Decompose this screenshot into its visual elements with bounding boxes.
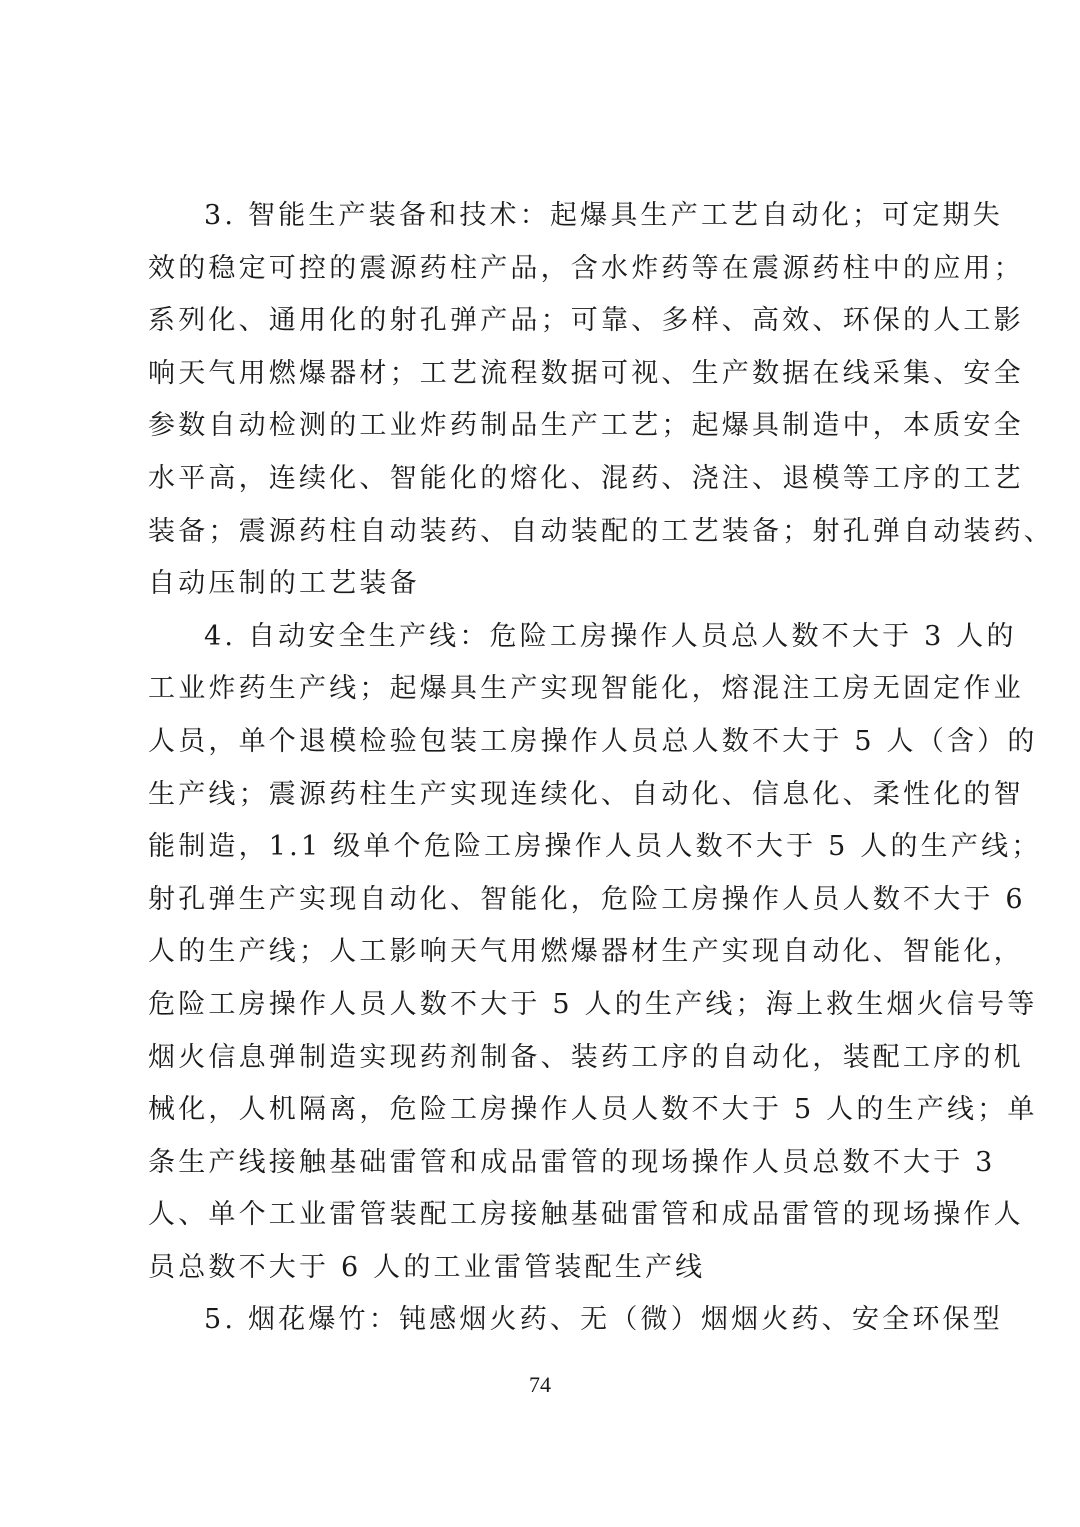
text-line: 响天气用燃爆器材；工艺流程数据可视、生产数据在线采集、安全: [148, 357, 1024, 389]
text-line: 械化，人机隔离，危险工房操作人员人数不大于 5 人的生产线；单: [148, 1094, 1038, 1126]
text-line: 4. 自动安全生产线：危险工房操作人员总人数不大于 3 人的: [204, 620, 1017, 652]
paragraph-4-automatic-safe-production-line: [148, 611, 1042, 1295]
page-number: 74: [529, 1372, 551, 1397]
text-line: 能制造，1.1 级单个危险工房操作人员人数不大于 5 人的生产线；: [148, 831, 1042, 863]
text-line: 烟火信息弹制造实现药剂制备、装药工序的自动化，装配工序的机: [148, 1041, 1024, 1073]
text-line: 人、单个工业雷管装配工房接触基础雷管和成品雷管的现场操作人: [148, 1199, 1024, 1231]
paragraph-5-fireworks: [148, 1294, 1003, 1347]
text-line: 3. 智能生产装备和技术：起爆具生产工艺自动化；可定期失: [204, 200, 1003, 231]
text-line: 自动压制的工艺装备: [148, 568, 420, 600]
text-line: 效的稳定可控的震源药柱产品，含水炸药等在震源药柱中的应用；: [148, 252, 1024, 284]
text-line: 水平高，连续化、智能化的熔化、混药、浇注、退模等工序的工艺: [148, 462, 1024, 494]
text-line: 人的生产线；人工影响天气用燃爆器材生产实现自动化、智能化，: [148, 936, 1024, 968]
text-line: 5. 烟花爆竹：钝感烟火药、无（微）烟烟火药、安全环保型: [204, 1304, 1003, 1336]
text-line: 危险工房操作人员人数不大于 5 人的生产线；海上救生烟火信号等: [148, 988, 1038, 1020]
text-line: 人员，单个退模检验包装工房操作人员总人数不大于 5 人（含）的: [148, 725, 1038, 757]
text-line: 参数自动检测的工业炸药制品生产工艺；起爆具制造中，本质安全: [148, 410, 1024, 442]
text-line: 生产线；震源药柱生产实现连续化、自动化、信息化、柔性化的智: [148, 778, 1024, 810]
text-line: 射孔弹生产实现自动化、智能化，危险工房操作人员人数不大于 6: [148, 883, 1026, 915]
text-line: 员总数不大于 6 人的工业雷管装配生产线: [148, 1251, 706, 1283]
text-line: 条生产线接触基础雷管和成品雷管的现场操作人员总数不大于 3: [148, 1146, 996, 1178]
paragraph-3-intelligent-equipment: [148, 190, 1054, 611]
text-line: 工业炸药生产线；起爆具生产实现智能化，熔混注工房无固定作业: [148, 673, 1024, 705]
text-line: 系列化、通用化的射孔弹产品；可靠、多样、高效、环保的人工影: [148, 305, 1024, 337]
text-line: 装备；震源药柱自动装药、自动装配的工艺装备；射孔弹自动装药、: [148, 515, 1054, 547]
body-text: [148, 190, 1054, 1347]
